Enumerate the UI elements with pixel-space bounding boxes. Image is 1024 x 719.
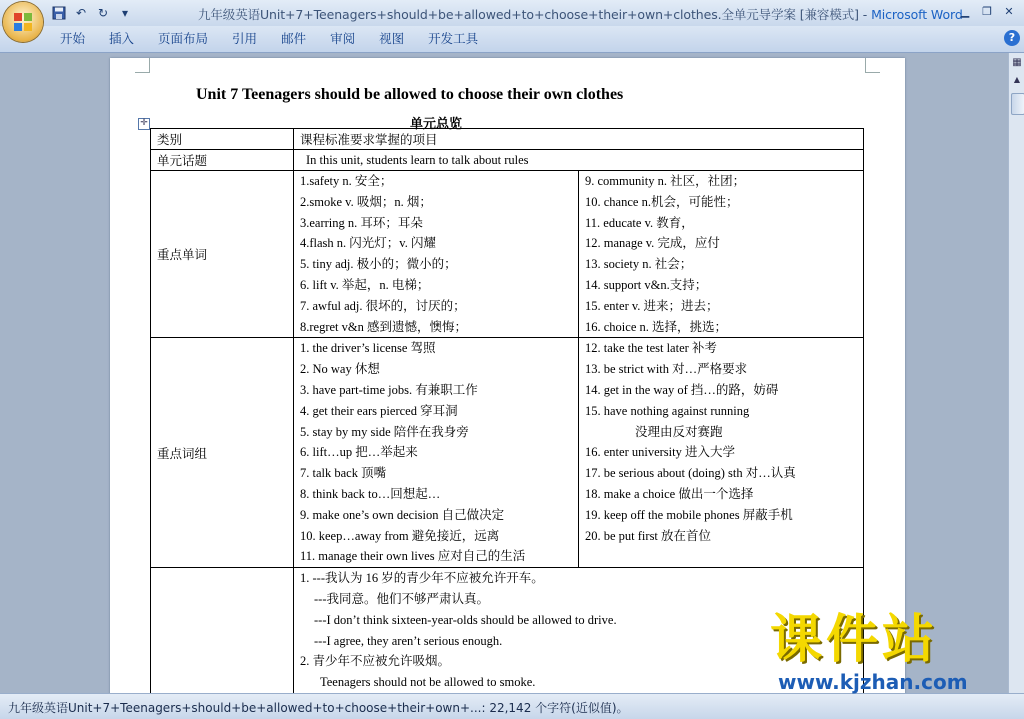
quick-access-toolbar <box>50 4 134 22</box>
tab-home[interactable]: 开始 <box>60 31 86 46</box>
vocab-right-cell <box>579 171 864 338</box>
list-item: 1. the driver’s license 驾照 <box>300 341 436 356</box>
overview-table <box>150 128 864 693</box>
list-item: 15. enter v. 进来；进去； <box>585 298 719 313</box>
document-title: Unit 7 Teenagers should be allowed to choose their own clothes <box>196 86 624 103</box>
window-title-text: 九年级英语Unit+7+Teenagers+should+be+allowed+to+choose+their+own+clothes.全单元导学案 [兼容模式] - <box>198 7 872 22</box>
vertical-scrollbar[interactable] <box>1008 53 1024 693</box>
margin-corner-mark <box>135 58 150 73</box>
list-item: 3. have part-time jobs. 有兼职工作 <box>300 382 478 397</box>
phrases-label: 重点词组 <box>151 338 294 568</box>
phrases-right-cell <box>579 338 864 568</box>
list-item: 13. be strict with 对…严格要求 <box>585 362 748 377</box>
ruler-toggle-icon[interactable]: ▦ <box>1012 57 1022 68</box>
scroll-up-icon[interactable]: ▲ <box>1013 75 1021 84</box>
watermark-url: www.kjzhan.com <box>778 670 968 694</box>
list-item: 18. make a choice 做出一个选择 <box>585 486 754 501</box>
list-item: 12. take the test later 补考 <box>585 341 717 356</box>
minimize-icon[interactable]: ▁ <box>960 4 970 18</box>
list-item: 9. community n. 社区，社团； <box>585 174 746 188</box>
list-item: 20. be put first 放在首位 <box>585 528 712 543</box>
list-item: 5. tiny adj. 极小的；微小的； <box>300 257 457 272</box>
list-item: 12. manage v. 完成，应付 <box>585 236 720 251</box>
scroll-thumb[interactable] <box>1011 93 1024 115</box>
ribbon-tabs <box>48 30 490 48</box>
list-item: 15. have nothing against running <box>585 403 750 418</box>
list-item: 14. get in the way of 挡…的路，妨碍 <box>585 382 779 397</box>
tab-developer[interactable]: 开发工具 <box>428 31 479 46</box>
list-item: 7. awful adj. 很坏的，讨厌的； <box>300 298 466 313</box>
section-heading: 单元总览 <box>410 116 463 131</box>
vocab-left-cell <box>294 171 579 338</box>
customize-toolbar-icon[interactable]: ▾ <box>121 6 129 20</box>
watermark-text: 课件站 <box>770 610 939 670</box>
list-item: 1.safety n. 安全； <box>300 174 393 188</box>
table-row <box>151 338 864 568</box>
close-icon[interactable]: ✕ <box>1004 4 1014 18</box>
office-logo-icon <box>12 11 34 33</box>
list-item: 8. think back to…回想起… <box>300 486 441 501</box>
topic-label: 单元话题 <box>151 150 294 171</box>
table-row <box>151 171 864 338</box>
save-icon[interactable] <box>50 4 68 22</box>
list-item: ---我同意。他们不够严肃认真。 <box>314 591 489 606</box>
list-item: ---I don’t think sixteen-year-olds should be allowed to drive. <box>314 612 617 627</box>
phrases-left-cell <box>294 338 579 568</box>
list-item: 16. enter university 进入大学 <box>585 445 735 460</box>
window-title <box>198 5 963 23</box>
list-item: 4. get their ears pierced 穿耳洞 <box>300 403 458 418</box>
list-item: 9. make one’s own decision 自己做决定 <box>300 507 505 522</box>
window-controls <box>954 2 1020 20</box>
status-bar <box>0 693 1024 719</box>
list-item: 19. keep off the mobile phones 屏蔽手机 <box>585 507 793 522</box>
margin-corner-mark <box>865 58 880 73</box>
list-item: ---I agree, they aren’t serious enough. <box>314 633 503 648</box>
list-item: 10. keep…away from 避免接近，远离 <box>300 528 500 543</box>
title-bar <box>0 0 1024 26</box>
list-item: 7. talk back 顶嘴 <box>300 466 387 481</box>
header-items: 课程标准要求掌握的项目 <box>294 129 864 150</box>
list-item: 4.flash n. 闪光灯；v. 闪耀 <box>300 236 436 251</box>
vocab-label: 重点单词 <box>151 171 294 338</box>
office-button[interactable] <box>3 2 43 42</box>
list-item: Teenagers should not be allowed to smoke. <box>320 675 536 690</box>
status-text: 九年级英语Unit+7+Teenagers+should+be+allowed+to+choose+their+own+...: 22,142 个字符(近似值)。 <box>8 701 629 715</box>
topic-value: In this unit, students learn to talk about rules <box>294 150 864 171</box>
document-page[interactable] <box>110 58 905 693</box>
list-item: 6. lift v. 举起，n. 电梯； <box>300 277 430 292</box>
list-item: 5. stay by my side 陪伴在我身旁 <box>300 424 469 439</box>
sentences-label <box>151 568 294 693</box>
table-row <box>151 150 864 171</box>
list-item: 13. society n. 社会； <box>585 257 693 272</box>
redo-icon[interactable]: ↻ <box>97 6 109 20</box>
document-area <box>0 53 1008 693</box>
tab-view[interactable]: 视图 <box>379 31 405 46</box>
list-item: 3.earring n. 耳环；耳朵 <box>300 215 423 230</box>
app-name: Microsoft Word <box>871 7 963 22</box>
list-item: 2.smoke v. 吸烟；n. 烟； <box>300 194 432 209</box>
list-item: 10. chance n.机会，可能性； <box>585 194 739 209</box>
list-item: 6. lift…up 把…举起来 <box>300 445 418 460</box>
tab-references[interactable]: 引用 <box>232 31 258 46</box>
undo-icon[interactable]: ↶ <box>75 6 87 20</box>
list-item: 2. 青少年不应被允许吸烟。 <box>300 654 451 669</box>
table-row <box>151 129 864 150</box>
header-category: 类别 <box>151 129 294 150</box>
list-item: 1. ---我认为 16 岁的青少年不应被允许开车。 <box>300 571 544 586</box>
watermark-logo <box>770 612 1010 694</box>
list-item: 没理由反对赛跑 <box>635 424 723 439</box>
list-item: 8.regret v&n 感到遗憾，懊悔； <box>300 319 467 334</box>
table-move-handle-icon[interactable]: ✛ <box>138 118 150 130</box>
table-row <box>151 568 864 693</box>
list-item: 14. support v&n.支持； <box>585 277 708 292</box>
help-icon[interactable]: ? <box>1004 30 1020 46</box>
list-item <box>585 546 863 567</box>
list-item: 11. manage their own lives 应对自己的生活 <box>300 549 526 564</box>
list-item: 2. No way 休想 <box>300 362 380 377</box>
ribbon <box>0 26 1024 53</box>
restore-icon[interactable]: ❐ <box>982 4 992 18</box>
tab-page-layout[interactable]: 页面布局 <box>158 31 209 46</box>
list-item: 17. be serious about (doing) sth 对…认真 <box>585 466 796 481</box>
list-item: 11. educate v. 教育， <box>585 215 694 230</box>
tab-insert[interactable]: 插入 <box>109 31 135 46</box>
tab-review[interactable]: 审阅 <box>330 31 356 46</box>
tab-mailings[interactable]: 邮件 <box>281 31 307 46</box>
list-item: 16. choice n. 选择，挑选； <box>585 319 727 334</box>
